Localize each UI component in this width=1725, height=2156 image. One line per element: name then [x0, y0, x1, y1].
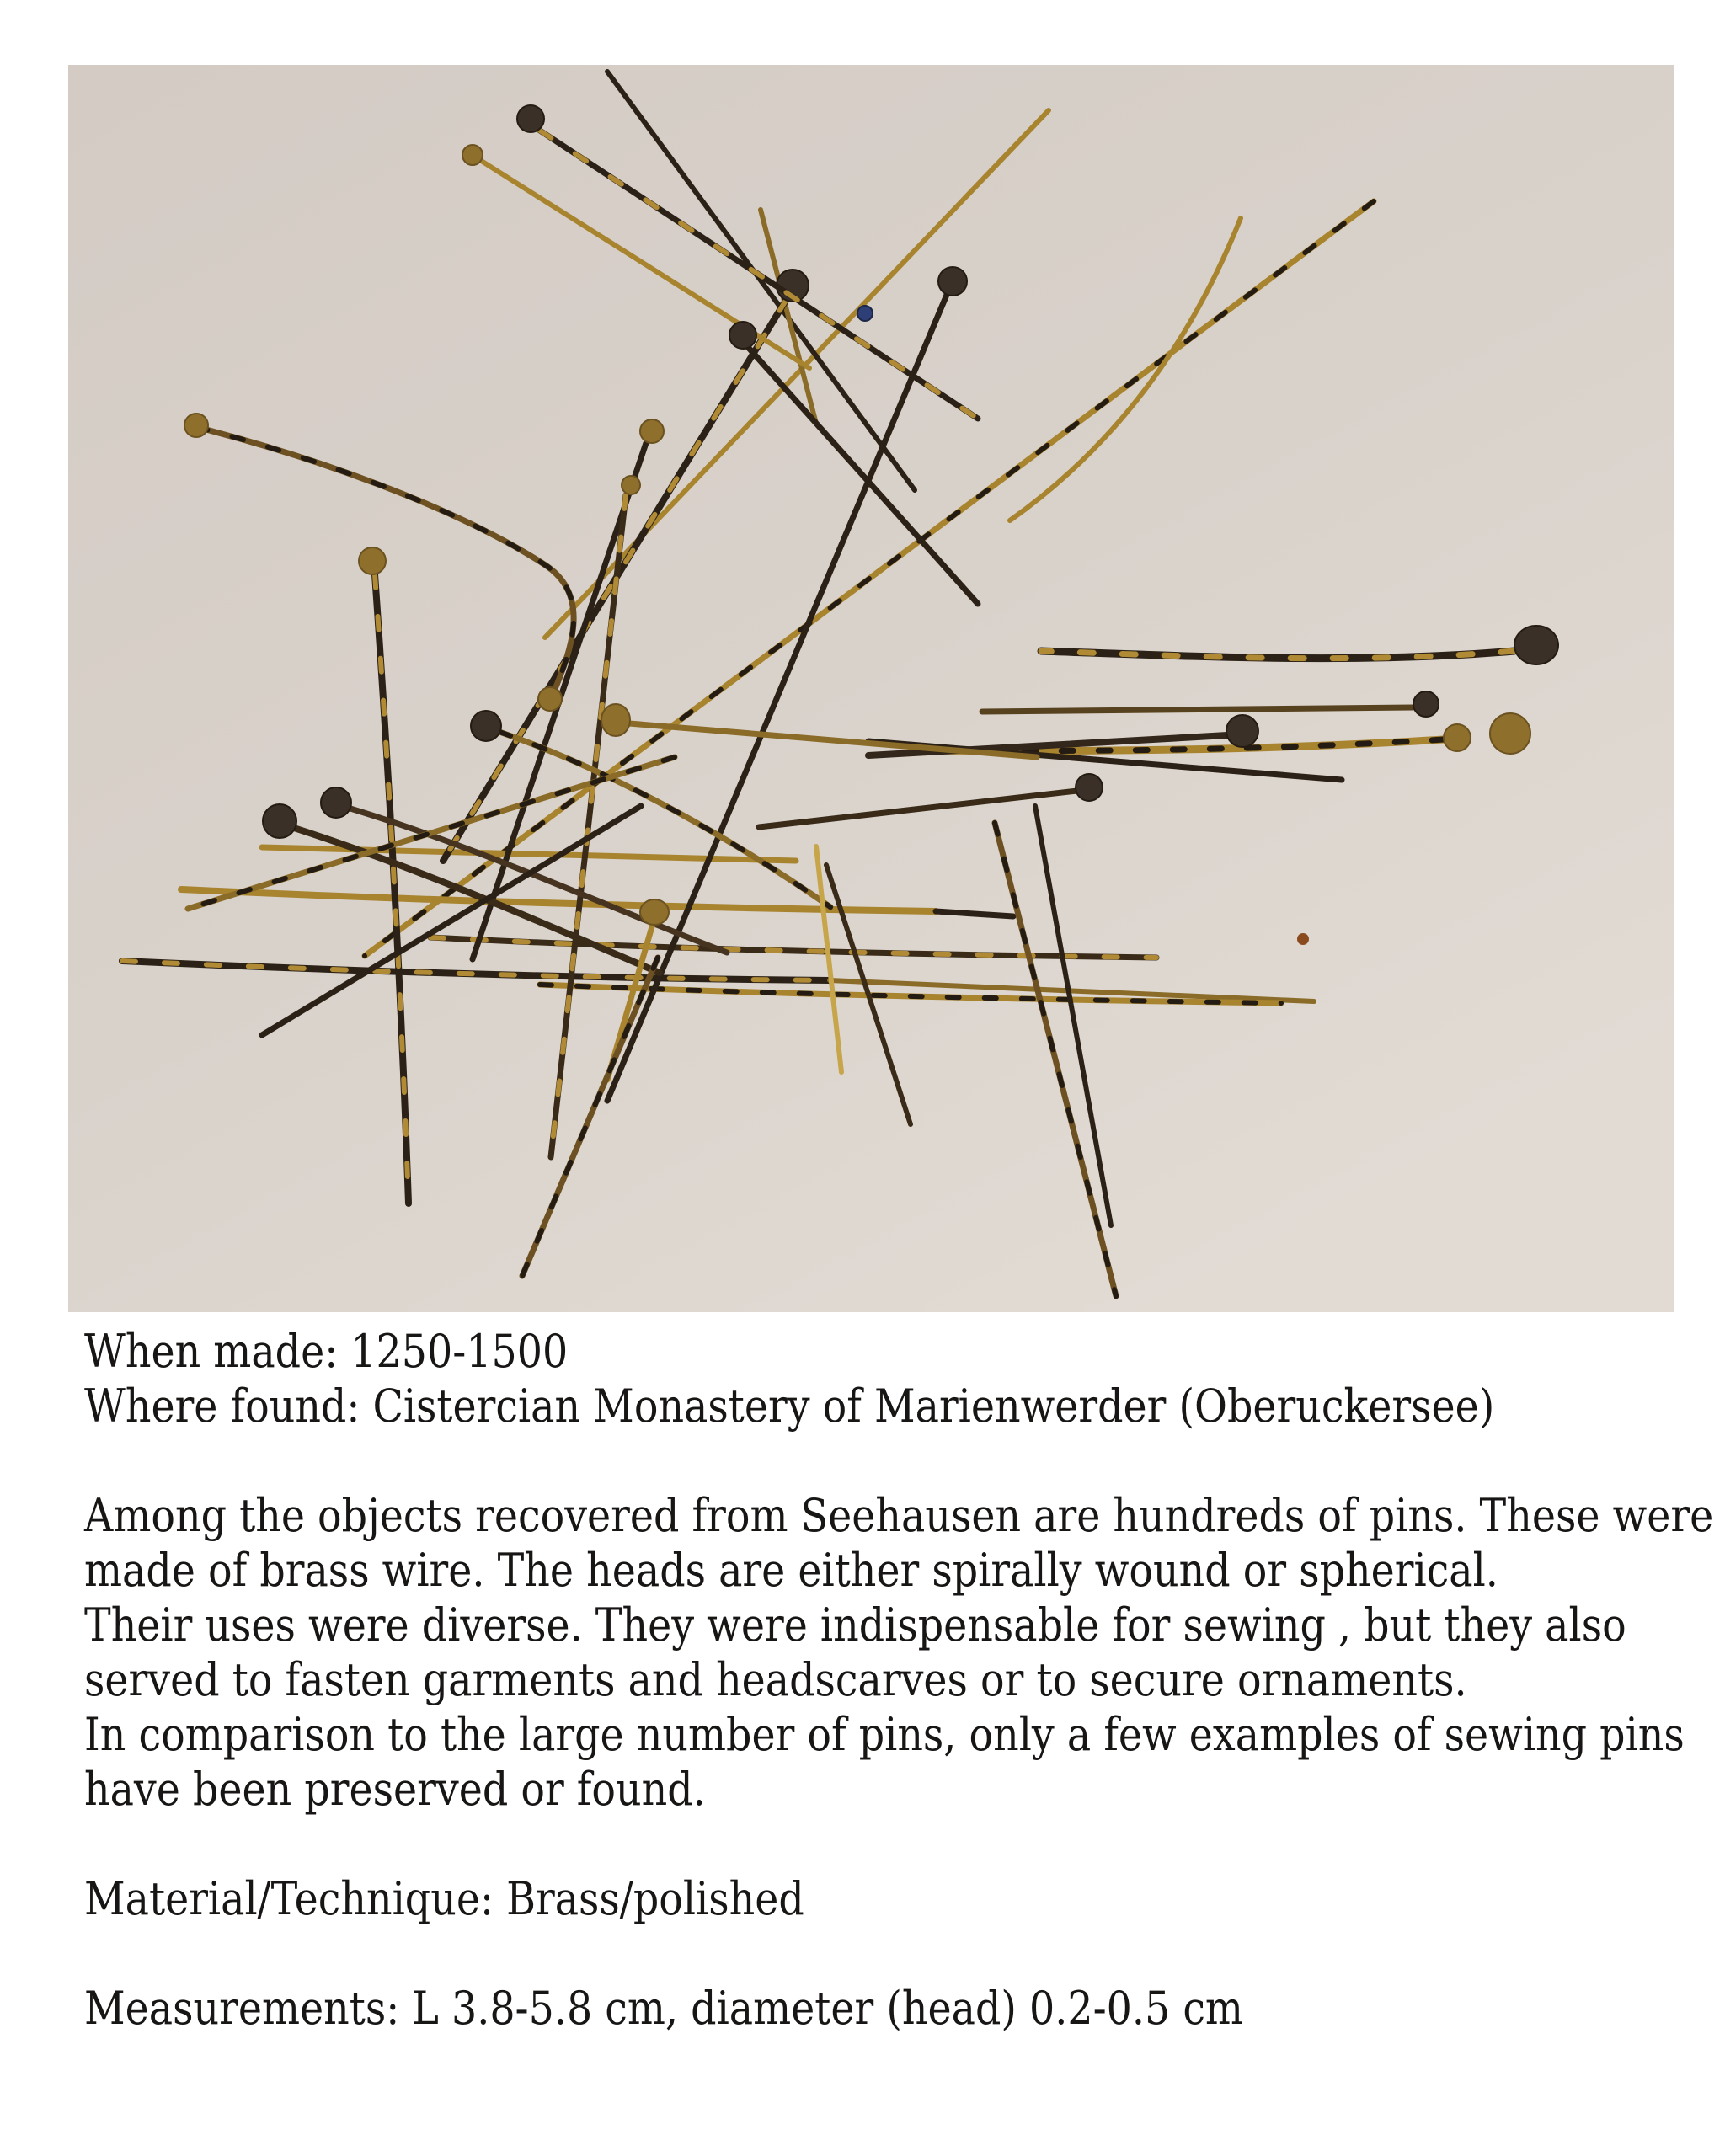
pin-head — [729, 322, 756, 349]
pins-photo-canvas — [68, 65, 1674, 1312]
pin-head — [1514, 626, 1558, 664]
catalog-text — [84, 1324, 1725, 2036]
pin-head — [263, 804, 296, 838]
pin-head — [321, 787, 351, 818]
rust-fleck — [1297, 933, 1309, 945]
pin-head — [1413, 691, 1439, 717]
description-line: Among the objects recovered from Seehausen are hundreds of pins. These were — [84, 1489, 1714, 1542]
pin-head — [640, 899, 669, 925]
pin-head — [1444, 724, 1471, 751]
pin-head — [462, 145, 483, 165]
description-line: have been preserved or found. — [84, 1763, 706, 1816]
material-line: Material/Technique: Brass/polished — [84, 1872, 804, 1925]
pin-head — [538, 687, 562, 711]
description-line: Their uses were diverse. They were indispensable for sewing , but they also — [84, 1598, 1626, 1652]
spacer — [84, 1817, 1725, 1871]
pin-head — [471, 711, 501, 741]
spacer — [84, 1433, 1725, 1488]
pin-head — [601, 704, 630, 736]
when-made-line: When made: 1250-1500 — [84, 1325, 569, 1378]
pin-head — [640, 419, 664, 443]
measurements-line: Measurements: L 3.8-5.8 cm, diameter (head) 0.2-0.5 cm — [84, 1982, 1244, 2035]
photo-background — [68, 65, 1674, 1312]
pins-photo — [68, 65, 1674, 1312]
pin-head — [622, 476, 640, 494]
pin-head — [938, 267, 967, 296]
blue-bead — [857, 306, 873, 321]
pin-head — [359, 547, 386, 574]
description-line: served to fasten garments and headscarves or to secure ornaments. — [84, 1653, 1467, 1706]
pin-head — [184, 414, 208, 437]
pin-head — [1490, 713, 1530, 754]
where-found-line: Where found: Cistercian Monastery of Marienwerder (Oberuckersee) — [84, 1380, 1495, 1433]
pin-head — [517, 105, 544, 132]
description-line: In comparison to the large number of pins, only a few examples of sewing pins — [84, 1708, 1685, 1761]
pin-head — [1226, 715, 1258, 747]
description-line: made of brass wire. The heads are either spirally wound or spherical. — [84, 1544, 1498, 1597]
pin-head — [1076, 774, 1103, 801]
spacer — [84, 1926, 1725, 1981]
